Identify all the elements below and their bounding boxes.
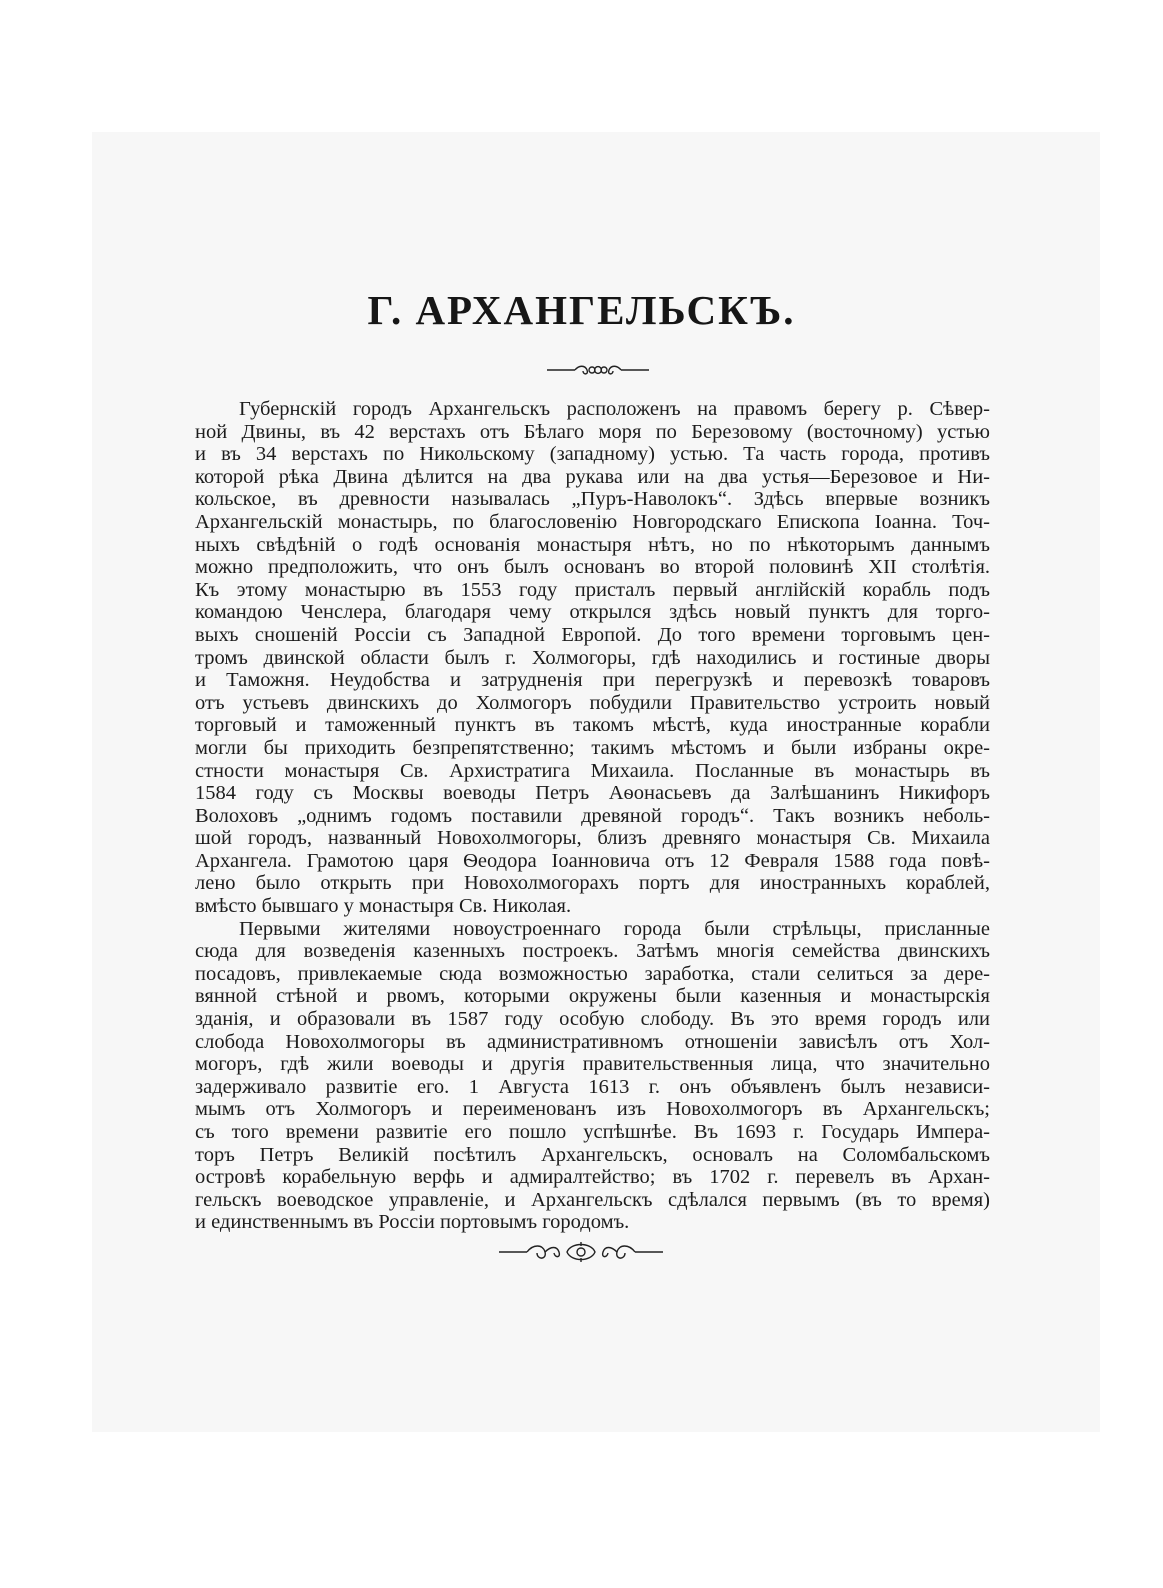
paragraph-2 — [195, 918, 990, 1234]
text-line: задерживало развитіе его. 1 Августа 1613 г. онъ объявленъ былъ независи- — [195, 1075, 990, 1098]
text-line: мымъ отъ Холмогоръ и переименованъ изъ Новохолмогоръ въ Архангельскъ; — [195, 1098, 990, 1121]
text-line: кольское, въ древности называлась „Пуръ-Наволокъ“. Здѣсь впервые возникъ — [195, 488, 990, 511]
text-line: Къ этому монастырю въ 1553 году присталъ первый англійскій корабль подъ — [195, 578, 990, 601]
text-line: и въ 34 верстахъ по Никольскому (западному) устью. Та часть города, противъ — [195, 443, 990, 466]
text-line: торъ Петръ Великій посѣтилъ Архангельскъ, основалъ на Соломбальскомъ — [195, 1143, 990, 1166]
closing-ornament-icon — [497, 1240, 665, 1264]
title-ornament-icon — [545, 362, 651, 378]
text-line: тромъ двинской области былъ г. Холмогоры, гдѣ находились и гостиные дворы — [195, 646, 990, 669]
text-line: выхъ сношеній Россіи съ Западной Европой. До того времени торговымъ цен- — [195, 623, 990, 646]
text-line: отъ устьевъ двинскихъ до Холмогоръ побудили Правительство устроить новый — [195, 691, 990, 714]
text-line: вянной стѣной и рвомъ, которыми окружены были казенныя и монастырскія — [195, 985, 990, 1008]
text-line: Губернскій городъ Архангельскъ расположенъ на правомъ берегу р. Сѣвер- — [239, 398, 990, 420]
text-line: слобода Новохолмогоры въ административномъ отношеніи зависѣлъ отъ Хол- — [195, 1030, 990, 1053]
text-line: торговый и таможенный пунктъ въ такомъ мѣстѣ, куда иностранные корабли — [195, 714, 990, 737]
text-line: могоръ, гдѣ жили воеводы и другія правительственныя лица, что значительно — [195, 1053, 990, 1076]
text-line: которой рѣка Двина дѣлится на два рукава или на два устья—Березовое и Ни- — [195, 465, 990, 488]
text-line: вмѣсто бывшаго у монастыря Св. Николая. — [195, 895, 572, 918]
text-line: островѣ корабельную верфь и адмиралтейство; въ 1702 г. перевелъ въ Архан- — [195, 1166, 990, 1189]
text-line: посадовъ, привлекаемые сюда возможностью заработка, стали селиться за дере- — [195, 962, 990, 985]
paragraph-1 — [195, 398, 990, 918]
text-line: и единственнымъ въ Россіи портовымъ городомъ. — [195, 1211, 630, 1234]
text-line: сюда для возведенія казенныхъ построекъ. Затѣмъ многія семейства двинскихъ — [195, 940, 990, 963]
text-line: шой городъ, названный Новохолмогоры, близъ древняго монастыря Св. Михаила — [195, 827, 990, 850]
text-line: Архангельскій монастырь, по благословенію Новгородскаго Епископа Іоанна. Точ- — [195, 510, 990, 533]
text-line: можно предположить, что онъ былъ основанъ во второй половинѣ XII столѣтія. — [195, 556, 990, 579]
text-line: Волоховъ „однимъ годомъ поставили древяной городъ“. Такъ возникъ неболь- — [195, 804, 990, 827]
article-body — [195, 398, 990, 1234]
text-line: и Таможня. Неудобства и затрудненія при перегрузкѣ и перевозкѣ товаровъ — [195, 669, 990, 692]
page-title: Г. АРХАНГЕЛЬСКЪ. — [367, 287, 796, 333]
text-line: Первыми жителями новоустроеннаго города были стрѣльцы, присланные — [239, 917, 990, 940]
text-line: Архангела. Грамотою царя Ѳеодора Іоанновича отъ 12 Февраля 1588 года повѣ- — [195, 849, 990, 872]
text-line: съ того времени развитіе его пошло успѣшнѣе. Въ 1693 г. Государь Импера- — [195, 1121, 990, 1143]
text-line: лено было открыть при Новохолмогорахъ портъ для иностранныхъ кораблей, — [195, 872, 990, 895]
text-line: ныхъ свѣдѣній о годѣ основанія монастыря нѣтъ, но по нѣкоторымъ даннымъ — [195, 533, 990, 556]
text-line: 1584 году съ Москвы воеводы Петръ Аѳонасьевъ да Залѣшанинъ Никифоръ — [195, 782, 990, 805]
text-line: гельскъ воеводское управленіе, и Архангельскъ сдѣлался первымъ (въ то время) — [195, 1188, 990, 1211]
text-line: командою Ченслера, благодаря чему открылся здѣсь новый пунктъ для торго- — [195, 601, 990, 624]
text-line: стности монастыря Св. Архистратига Михаила. Посланные въ монастырь въ — [195, 759, 990, 782]
text-line: зданія, и образовали въ 1587 году особую слободу. Въ это время городъ или — [195, 1008, 990, 1031]
text-line: ной Двины, въ 42 верстахъ отъ Бѣлаго моря по Березовому (восточному) устью — [195, 420, 990, 443]
text-line: могли бы приходить безпрепятственно; такимъ мѣстомъ и были избраны окре- — [195, 736, 990, 759]
